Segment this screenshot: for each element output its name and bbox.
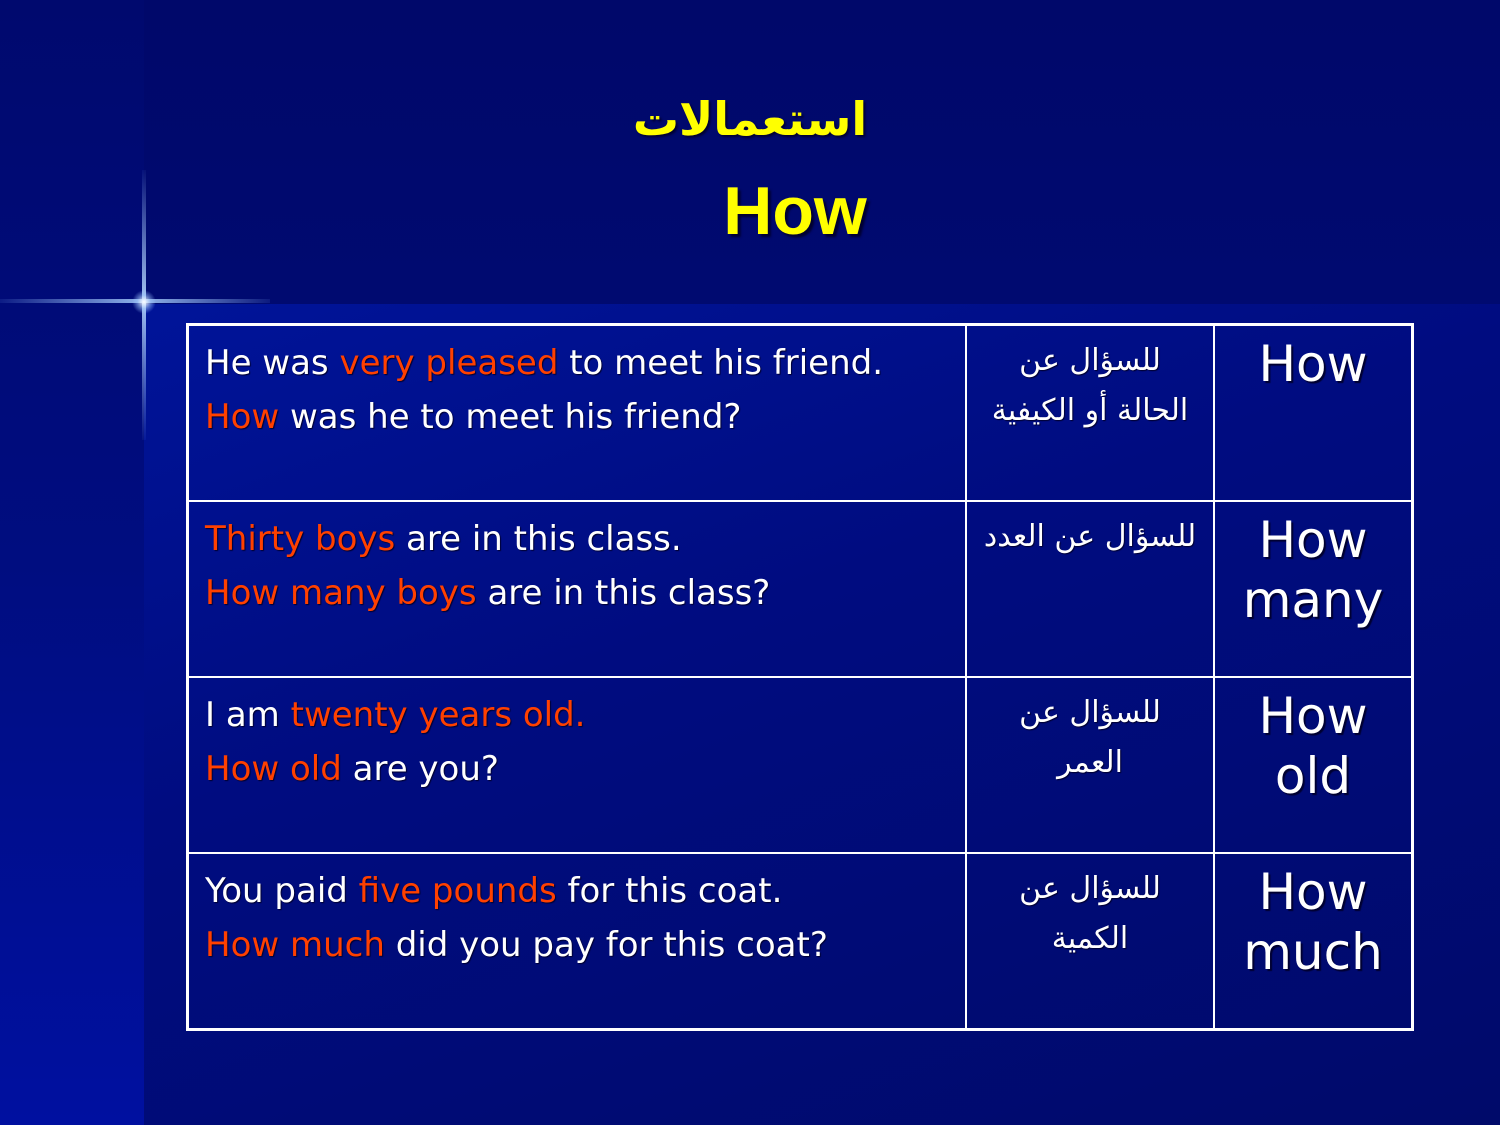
usage-line: للسؤال عن العدد	[983, 519, 1197, 554]
example-sentence	[205, 336, 965, 390]
sentence-part: for this coat.	[556, 871, 783, 911]
sentence-part: He was	[205, 343, 340, 383]
example-sentence	[205, 864, 965, 918]
question-part: did you pay for this coat?	[384, 925, 828, 965]
question-word: How	[1258, 863, 1368, 921]
example-cell	[188, 677, 967, 853]
example-question	[205, 566, 965, 620]
question-word: much	[1243, 923, 1383, 981]
question-word-cell	[1214, 325, 1413, 502]
table-row	[188, 501, 1413, 677]
usage-table	[186, 323, 1414, 1031]
sentence-part: I am	[205, 695, 291, 735]
question-part: was he to meet his friend?	[279, 397, 742, 437]
example-sentence	[205, 512, 965, 566]
table-row	[188, 677, 1413, 853]
question-highlight: How old	[205, 749, 342, 789]
example-cell	[188, 853, 967, 1030]
title-arabic: استعمالات	[632, 92, 868, 146]
usage-line: للسؤال عن	[1019, 871, 1161, 906]
question-highlight: How	[205, 397, 280, 437]
example-question	[205, 390, 965, 444]
sentence-highlight: twenty years old.	[290, 695, 586, 735]
question-word-cell	[1214, 501, 1413, 677]
question-part: are in this class?	[476, 573, 771, 613]
question-word: old	[1274, 747, 1352, 805]
table-row	[188, 853, 1413, 1030]
sentence-part: to meet his friend.	[558, 343, 884, 383]
light-flare-core	[132, 290, 156, 314]
question-highlight: How many boys	[205, 573, 477, 613]
question-word-cell	[1214, 853, 1413, 1030]
sentence-highlight: Thirty boys	[205, 519, 396, 559]
usage-line: العمر	[1057, 745, 1123, 780]
usage-cell	[966, 325, 1214, 502]
sentence-part: You paid	[205, 871, 359, 911]
sentence-part: are in this class.	[395, 519, 682, 559]
usage-table-body	[188, 325, 1413, 1030]
usage-cell	[966, 853, 1214, 1030]
question-word: many	[1242, 571, 1384, 629]
usage-cell	[966, 677, 1214, 853]
usage-line: للسؤال عن	[1019, 695, 1161, 730]
question-highlight: How much	[205, 925, 385, 965]
sentence-highlight: very pleased	[339, 343, 559, 383]
usage-line: الكمية	[1051, 921, 1129, 956]
question-word: How	[1258, 511, 1368, 569]
usage-line: الحالة أو الكيفية	[991, 393, 1189, 428]
sentence-highlight: five pounds	[358, 871, 557, 911]
left-background-strip	[0, 0, 144, 1125]
example-cell	[188, 501, 967, 677]
title-english: How	[723, 173, 867, 249]
example-question	[205, 742, 965, 796]
question-word-cell	[1214, 677, 1413, 853]
usage-line: للسؤال عن	[1019, 343, 1161, 378]
example-sentence	[205, 688, 965, 742]
question-part: are you?	[341, 749, 499, 789]
question-word: How	[1258, 687, 1368, 745]
example-question	[205, 918, 965, 972]
table-row	[188, 325, 1413, 502]
question-word: How	[1258, 335, 1368, 393]
example-cell	[188, 325, 967, 502]
usage-cell	[966, 501, 1214, 677]
